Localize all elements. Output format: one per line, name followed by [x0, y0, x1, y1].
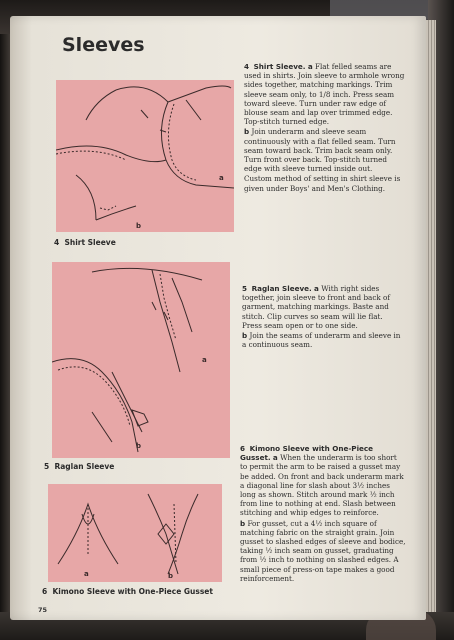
paragraph-text: When the underarm is too short to permit the arm to be raised a gusset may be added. On front and back underarm mark a diagonal line for slash about 3½ inches long as shown. Stitch around mark ½ inch from line to nothing at end. Slash between stitching and whip edges to reinforce.	[240, 453, 404, 518]
section-shirt-sleeve	[244, 62, 406, 194]
paragraph	[244, 62, 406, 126]
paragraph	[244, 127, 406, 173]
section-heading: Shirt Sleeve.	[253, 62, 306, 71]
figure-caption-text: Shirt Sleeve	[64, 238, 116, 247]
figure-kimono-sleeve	[48, 484, 222, 582]
section-heading: Kimono Sleeve with One-Piece Gusset.	[240, 444, 374, 463]
page-title: Sleeves	[62, 34, 145, 56]
figure-caption-text: Kimono Sleeve with One-Piece Gusset	[52, 587, 213, 596]
figure-caption	[42, 587, 213, 596]
paragraph-label: b	[240, 518, 246, 528]
shirt-sleeve-illustration	[56, 80, 234, 232]
paragraph	[242, 331, 404, 349]
paragraph	[242, 284, 404, 330]
kimono-sleeve-illustration	[48, 484, 222, 582]
background-left	[0, 0, 10, 640]
paragraph-text: Flat felled seams are used in shirts. Join sleeve to armhole wrong sides together, matching markings. Trim sleeve seam only, to 1/8 inch. Press seam toward sleeve. Turn under raw edge of blouse seam and lap over trimmed edge. Top-stitch turned edge.	[244, 62, 405, 127]
section-number: 4	[244, 62, 250, 71]
paragraph-text: With right sides together, join sleeve to front and back of garment, matching markings. Baste and stitch. Clip curves so seam will lie flat. Press seam open or to one side.	[242, 284, 390, 330]
paragraph-label: a	[272, 453, 278, 463]
paragraph	[240, 444, 406, 518]
paragraph	[240, 519, 406, 583]
paragraph-text: Join underarm and sleeve seam continuously with a flat felled seam. Turn seam toward back. Trim back seam only. Turn front over back. Top-stitch turned edge with sleeve turned inside out.	[244, 127, 396, 174]
paragraph-label: a	[307, 62, 313, 71]
paragraph	[244, 174, 406, 192]
paragraph-label: a	[314, 284, 319, 293]
figure-number: 5	[44, 462, 50, 471]
paragraph-label: b	[244, 127, 250, 137]
figure-label-a: a	[219, 174, 224, 182]
paragraph-text: For gusset, cut a 4½ inch square of matching fabric on the straight grain. Join gusset to slashed edges of sleeve and bodice, taking ½ inch seam on gusset, graduating from ½ inch to nothing on slashed edges. A small piece of press-on tape makes a good reinforcement.	[240, 518, 406, 583]
figure-number: 4	[54, 238, 60, 247]
figure-label-a: a	[84, 570, 89, 578]
section-kimono-sleeve	[240, 444, 406, 584]
figure-label-b: b	[168, 572, 174, 580]
figure-label-b: b	[136, 442, 142, 450]
paragraph-text: Join the seams of underarm and sleeve in a continuous seam.	[242, 331, 401, 350]
page-number: 75	[38, 606, 48, 614]
figure-label-b: b	[136, 222, 142, 230]
figure-raglan-sleeve	[52, 262, 230, 458]
paragraph-label: b	[242, 331, 248, 341]
section-number: 5	[242, 284, 248, 293]
figure-number: 6	[42, 587, 48, 596]
paragraph-text: Custom method of setting in shirt sleeve is given under Boys' and Men's Clothing.	[244, 174, 401, 193]
section-heading: Raglan Sleeve.	[251, 284, 312, 293]
figure-caption	[44, 462, 114, 471]
raglan-sleeve-illustration	[52, 262, 230, 458]
figure-label-a: a	[202, 356, 207, 364]
section-number: 6	[240, 444, 246, 453]
figure-caption-text: Raglan Sleeve	[54, 462, 115, 471]
figure-caption	[54, 238, 116, 247]
figure-shirt-sleeve	[56, 80, 234, 232]
section-raglan-sleeve	[242, 284, 404, 350]
